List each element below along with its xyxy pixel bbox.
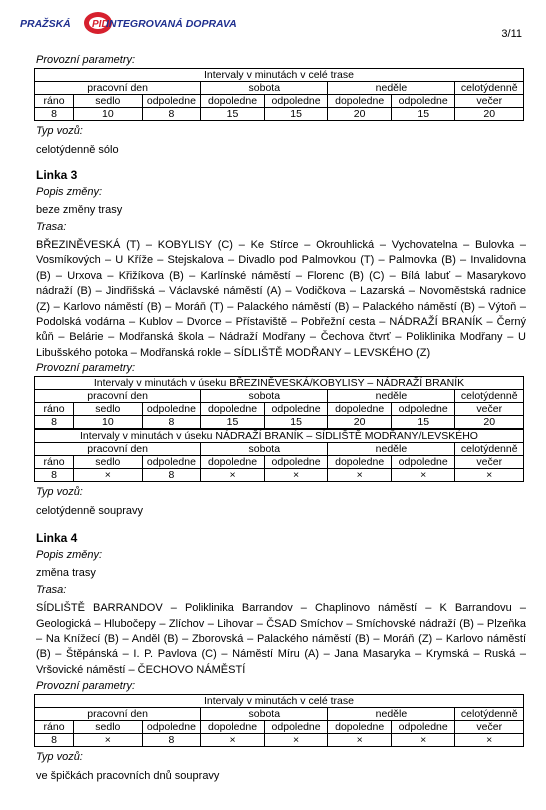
group-header: pracovní den <box>35 82 201 95</box>
column-header: ráno <box>35 95 74 108</box>
group-header: celotýdenně <box>455 708 524 721</box>
label-change-description: Popis změny: <box>36 549 103 562</box>
change-description-text: beze změny trasy <box>36 204 123 216</box>
table-cell: × <box>74 469 142 482</box>
table-cell: 20 <box>455 108 524 121</box>
label-vehicle-type: Typ vozů: <box>36 125 83 137</box>
table-cell: 8 <box>35 734 74 747</box>
column-header: odpoledne <box>264 456 328 469</box>
label-vehicle-type: Typ vozů: <box>36 486 83 499</box>
label-operating-params: Provozní parametry: <box>36 680 136 693</box>
table-cell: 10 <box>74 108 142 121</box>
table-cell: × <box>391 734 455 747</box>
column-header: odpoledne <box>391 721 455 734</box>
logo-right-text: INTEGROVANÁ DOPRAVA <box>106 18 237 30</box>
group-header: neděle <box>328 390 455 403</box>
group-header: celotýdenně <box>455 443 524 456</box>
group-header: sobota <box>201 390 328 403</box>
label-change-description: Popis změny: <box>36 186 103 198</box>
column-header: dopoledne <box>201 403 265 416</box>
table-cell: × <box>391 469 455 482</box>
group-header: neděle <box>328 443 455 456</box>
column-header: dopoledne <box>201 456 265 469</box>
table-cell: × <box>264 734 328 747</box>
route-text: BŘEZINĚVESKÁ (T) – KOBYLISY (C) – Ke Stírce – Okrouhlická – Vychovatelna – Bulovka – Vosmíkových – U Kříže – Stejskalova – Divadlo pod Palmovkou (T) – Palmovka (B) – Invalidovna (B) – Urxova – Křižíkova (B) – Karlínské náměstí – Florenc (B) (C) – Bílá labuť – Masarykovo nádraží (B) – Jindřišská – Václavské náměstí (A) – Vodičkova – Lazarská – Novoměstská radnice (Z) – Karlovo náměstí (B) – Moráň (T) – Palackého náměstí (B) – Palackého náměstí (B) – Výtoň – Podolská vodárna – Kublov – Dvorce – Přístaviště – Pobřežní cesta – NÁDRAŽÍ BRANÍK – Černý kůň – Belárie – Modřanská škola – Nádraží Modřany – Čechova čtvrť – Poliklinika Modřany – U Libušského potoka – Modřanská rokle – SÍDLIŠTĚ MODŘANY – LEVSKÉHO (Z) <box>36 239 526 359</box>
column-header: odpoledne <box>142 456 201 469</box>
content <box>36 53 526 784</box>
table-cell: 15 <box>391 416 455 430</box>
table-title: Intervaly v minutách v úseku NÁDRAŽÍ BRANÍK – SÍDLIŠTĚ MODŘANY/LEVSKÉHO <box>35 429 524 443</box>
column-header: dopoledne <box>201 95 265 108</box>
group-header: neděle <box>328 708 455 721</box>
table-cell: 8 <box>142 734 201 747</box>
table-cell: 8 <box>142 469 201 482</box>
column-header: odpoledne <box>142 95 201 108</box>
vehicle-type-text: celotýdenně soupravy <box>36 505 144 518</box>
logo-left-text: PRAŽSKÁ <box>20 18 71 30</box>
table-cell: 20 <box>455 416 524 430</box>
table-title: Intervaly v minutách v celé trase <box>35 695 524 708</box>
column-header: odpoledne <box>142 721 201 734</box>
column-header: dopoledne <box>328 95 392 108</box>
column-header: sedlo <box>74 721 142 734</box>
column-header: dopoledne <box>201 721 265 734</box>
table-cell: 15 <box>264 108 328 121</box>
column-header: dopoledne <box>328 403 392 416</box>
table-cell: 15 <box>201 416 265 430</box>
label-operating-params: Provozní parametry: <box>36 362 136 375</box>
label-vehicle-type: Typ vozů: <box>36 751 83 764</box>
column-header: odpoledne <box>142 403 201 416</box>
group-header: sobota <box>201 708 328 721</box>
table-cell: × <box>328 734 392 747</box>
interval-table-3 <box>34 694 524 747</box>
column-header: ráno <box>35 403 74 416</box>
table-cell: 15 <box>264 416 328 430</box>
label-route: Trasa: <box>36 584 67 597</box>
column-header: sedlo <box>74 95 142 108</box>
group-header: sobota <box>201 443 328 456</box>
table-cell: 8 <box>142 108 201 121</box>
page-number: 3/11 <box>501 28 522 40</box>
group-header: celotýdenně <box>455 82 524 95</box>
column-header: večer <box>455 95 524 108</box>
table-cell: 20 <box>328 108 392 121</box>
table-cell: 20 <box>328 416 392 430</box>
table-cell: × <box>74 734 142 747</box>
column-header: odpoledne <box>264 721 328 734</box>
table-cell: 8 <box>142 416 201 430</box>
table-cell: × <box>328 469 392 482</box>
column-header: večer <box>455 456 524 469</box>
interval-table-2 <box>34 376 524 482</box>
column-header: odpoledne <box>264 95 328 108</box>
table-cell: 8 <box>35 108 74 121</box>
group-header: pracovní den <box>35 390 201 403</box>
column-header: ráno <box>35 456 74 469</box>
column-header: dopoledne <box>328 721 392 734</box>
group-header: pracovní den <box>35 708 201 721</box>
pid-logo <box>20 10 237 36</box>
column-header: ráno <box>35 721 74 734</box>
column-header: večer <box>455 403 524 416</box>
line-heading: Linka 3 <box>36 168 78 182</box>
table-cell: × <box>264 469 328 482</box>
column-header: večer <box>455 721 524 734</box>
table-cell: 15 <box>201 108 265 121</box>
table-title: Intervaly v minutách v celé trase <box>35 69 524 82</box>
column-header: sedlo <box>74 456 142 469</box>
route-text: SÍDLIŠTĚ BARRANDOV – Poliklinika Barrandov – Chaplinovo náměstí – K Barrandovu – Geologická – Hlubočepy – Zlíchov – Lihovar – ČSAD Smíchov – Smíchovské nádraží (B) – Plzeňka – Na Knížecí (B) – Anděl (B) – Zborovská – Palackého náměstí (B) – Moráň (Z) – Karlovo náměstí (B) – Štěpánská – I. P. Pavlova (C) – Náměstí Míru (A) – Jana Masaryka – Krymská – Ruská – Vršovické náměstí – ČECHOVO NÁMĚSTÍ <box>36 602 526 676</box>
line-heading: Linka 4 <box>36 531 78 546</box>
column-header: sedlo <box>74 403 142 416</box>
table-cell: 10 <box>74 416 142 430</box>
vehicle-type-text: ve špičkách pracovních dnů soupravy <box>36 770 220 783</box>
label-operating-params: Provozní parametry: <box>36 54 136 66</box>
table-cell: 8 <box>35 469 74 482</box>
table-cell: × <box>201 469 265 482</box>
column-header: odpoledne <box>391 95 455 108</box>
group-header: celotýdenně <box>455 390 524 403</box>
table-cell: × <box>201 734 265 747</box>
column-header: odpoledne <box>391 456 455 469</box>
column-header: odpoledne <box>264 403 328 416</box>
table-cell: 15 <box>391 108 455 121</box>
table-cell: 8 <box>35 416 74 430</box>
vehicle-type-text: celotýdenně sólo <box>36 144 119 156</box>
table-cell: × <box>455 734 524 747</box>
group-header: neděle <box>328 82 455 95</box>
svg-text:PID: PID <box>92 19 109 30</box>
table-cell: × <box>455 469 524 482</box>
group-header: pracovní den <box>35 443 201 456</box>
column-header: odpoledne <box>391 403 455 416</box>
group-header: sobota <box>201 82 328 95</box>
label-route: Trasa: <box>36 221 67 233</box>
change-description-text: změna trasy <box>36 567 96 580</box>
table-title: Intervaly v minutách v úseku BŘEZINĚVESKÁ/KOBYLISY – NÁDRAŽÍ BRANÍK <box>35 377 524 390</box>
column-header: dopoledne <box>328 456 392 469</box>
interval-table-1 <box>34 68 524 121</box>
